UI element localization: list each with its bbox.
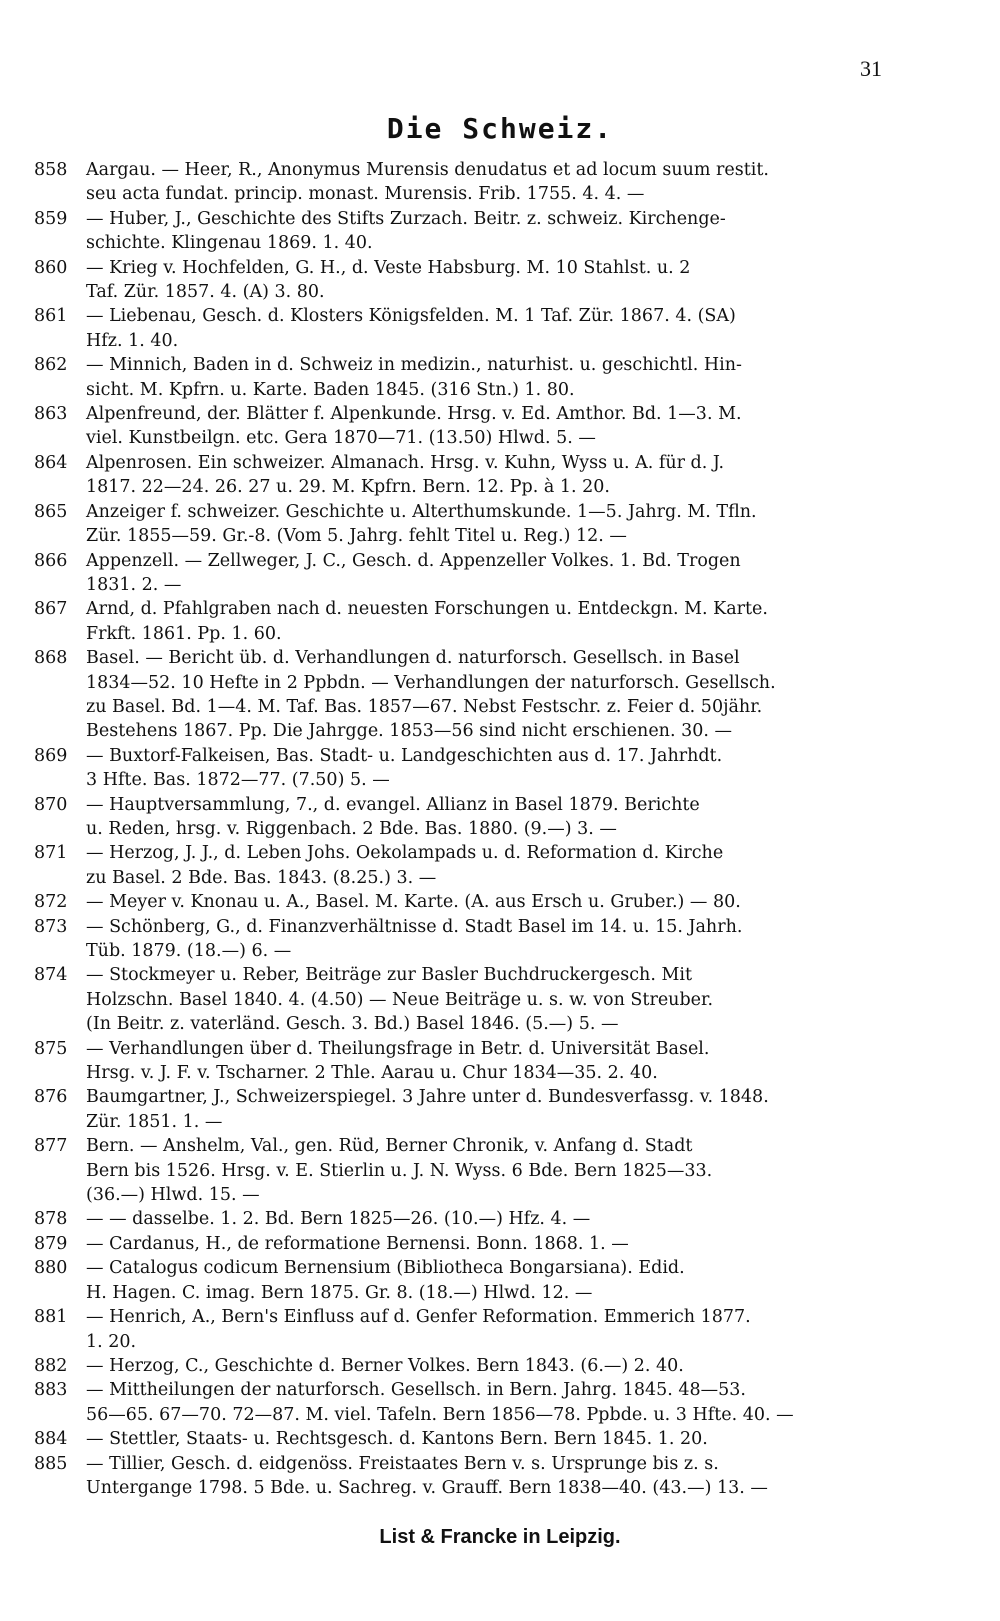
entry-line: — Tillier, Gesch. d. eidgenöss. Freistaates Bern v. s. Ursprunge bis z. s. [86,1453,719,1474]
catalogue-entry [34,402,914,451]
entry-number: 879 [34,1233,68,1254]
entry-number: 873 [34,916,68,937]
entry-line: — Huber, J., Geschichte des Stifts Zurzach. Beitr. z. schweiz. Kirchenge- [86,208,726,229]
entry-line: Aargau. — Heer, R., Anonymus Murensis denudatus et ad locum suum restit. [86,160,769,180]
entry-line: viel. Kunstbeilgn. etc. Gera 1870—71. (13.50) Hlwd. 5. — [86,428,596,449]
entry-line: schichte. Klingenau 1869. 1. 40. [86,233,373,254]
entry-number: 875 [34,1038,68,1059]
catalogue-entry [34,793,914,842]
catalogue-entry [34,1378,914,1427]
entry-line: Tüb. 1879. (18.—) 6. — [86,941,292,961]
entry-line: 1831. 2. — [86,574,182,595]
entry-line: — Henrich, A., Bern's Einfluss auf d. Genfer Reformation. Emmerich 1877. [86,1307,751,1328]
catalogue-entry [34,597,914,646]
entry-number: 867 [34,599,68,620]
entry-line: 56—65. 67—70. 72—87. M. viel. Tafeln. Bern 1856—78. Ppbde. u. 3 Hfte. 40. — [86,1404,794,1425]
entry-number: 864 [34,452,68,473]
entry-number: 872 [34,892,68,913]
entry-number: 874 [34,965,68,986]
page-title: Die Schweiz. [386,112,614,145]
entry-line: Bestehens 1867. Pp. Die Jahrgge. 1853—56 sind nicht erschienen. 30. — [86,721,732,742]
catalogue-entry [34,1256,914,1305]
catalogue-entry [34,744,914,793]
entry-number: 858 [34,160,68,180]
entry-line: — Mittheilungen der naturforsch. Gesellsch. in Bern. Jahrg. 1845. 48—53. [86,1380,746,1401]
page-number: 31 [860,56,882,81]
catalogue-entry [34,158,914,207]
entry-line: Arnd, d. Pfahlgraben nach d. neuesten Forschungen u. Entdeckgn. M. Karte. [86,599,768,620]
entry-line: Zür. 1855—59. Gr.-8. (Vom 5. Jahrg. fehlt Titel u. Reg.) 12. — [86,526,627,547]
entry-line: — Stettler, Staats- u. Rechtsgesch. d. Kantons Bern. Bern 1845. 1. 20. [86,1429,708,1450]
entry-line: zu Basel. Bd. 1—4. M. Taf. Bas. 1857—67. Nebst Festschr. z. Feier d. 50jähr. [86,696,763,717]
entry-number: 878 [34,1209,68,1230]
entry-line: — — dasselbe. 1. 2. Bd. Bern 1825—26. (10.—) Hfz. 4. — [86,1209,591,1230]
entry-line: 1817. 22—24. 26. 27 u. 29. M. Kpfrn. Bern. 12. Pp. à 1. 20. [86,477,610,498]
entry-number: 877 [34,1136,68,1157]
catalogue-entry [34,1305,914,1354]
entry-line: — Minnich, Baden in d. Schweiz in medizin., naturhist. u. geschichtl. Hin- [86,355,742,376]
entry-line: 1834—52. 10 Hefte in 2 Ppbdn. — Verhandlungen der naturforsch. Gesellsch. [86,672,776,693]
entry-line: Alpenfreund, der. Blätter f. Alpenkunde. Hrsg. v. Ed. Amthor. Bd. 1—3. M. [86,404,742,425]
entry-line: zu Basel. 2 Bde. Bas. 1843. (8.25.) 3. — [86,867,437,888]
catalogue-entry [34,1452,914,1501]
entry-line: Baumgartner, J., Schweizerspiegel. 3 Jahre unter d. Bundesverfassg. v. 1848. [86,1087,769,1108]
entry-line: (36.—) Hlwd. 15. — [86,1185,260,1206]
entry-line: — Krieg v. Hochfelden, G. H., d. Veste Habsburg. M. 10 Stahlst. u. 2 [86,257,691,278]
entry-line: — Schönberg, G., d. Finanzverhältnisse d. Stadt Basel im 14. u. 15. Jahrh. [86,916,743,937]
entry-line: Taf. Zür. 1857. 4. (A) 3. 80. [86,282,325,303]
catalogue-entry [34,256,914,305]
catalogue-entry [34,207,914,256]
entry-number: 871 [34,843,68,864]
entry-number: 868 [34,648,68,669]
entry-number: 881 [34,1307,68,1328]
catalogue-entry [34,304,914,353]
entry-line: — Hauptversammlung, 7., d. evangel. Allianz in Basel 1879. Berichte [86,794,700,815]
entry-number: 863 [34,404,68,425]
entry-line: — Buxtorf-Falkeisen, Bas. Stadt- u. Landgeschichten aus d. 17. Jahrhdt. [86,745,723,766]
entry-number: 870 [34,794,68,815]
entry-line: Appenzell. — Zellweger, J. C., Gesch. d. Appenzeller Volkes. 1. Bd. Trogen [86,550,741,571]
entry-line: u. Reden, hrsg. v. Riggenbach. 2 Bde. Bas. 1880. (9.—) 3. — [86,818,617,839]
entry-number: 882 [34,1355,68,1376]
catalogue-entry [34,1354,914,1378]
entry-number: 859 [34,208,68,229]
entry-line: Alpenrosen. Ein schweizer. Almanach. Hrsg. v. Kuhn, Wyss u. A. für d. J. [86,452,725,473]
catalogue-entry [34,1085,914,1134]
entry-number: 880 [34,1258,68,1279]
entry-line: — Cardanus, H., de reformatione Bernensi. Bonn. 1868. 1. — [86,1233,629,1254]
entry-line: Holzschn. Basel 1840. 4. (4.50) — Neue Beiträge u. s. w. von Streuber. [86,989,714,1010]
entry-number: 865 [34,501,68,522]
entry-line: Zür. 1851. 1. — [86,1111,223,1132]
catalogue-entry [34,915,914,964]
catalogue-entry [34,1427,914,1451]
publisher-footer: List & Francke in Leipzig. [379,1526,621,1548]
catalogue-entry [34,890,914,914]
entry-line: — Liebenau, Gesch. d. Klosters Königsfelden. M. 1 Taf. Zür. 1867. 4. (SA) [86,306,736,327]
catalogue-entry [34,1037,914,1086]
entry-line: seu acta fundat. princip. monast. Murensis. Frib. 1755. 4. 4. — [86,184,645,205]
catalogue-entry [34,1232,914,1256]
entry-line: Frkft. 1861. Pp. 1. 60. [86,623,282,644]
catalogue-entry [34,500,914,549]
entry-line: — Verhandlungen über d. Theilungsfrage in Betr. d. Universität Basel. [86,1038,710,1059]
entry-line: Anzeiger f. schweizer. Geschichte u. Alterthumskunde. 1—5. Jahrg. M. Tfln. [86,501,757,522]
entry-line: — Herzog, J. J., d. Leben Johs. Oekolampads u. d. Reformation d. Kirche [86,843,724,864]
entry-line: — Herzog, C., Geschichte d. Berner Volkes. Bern 1843. (6.—) 2. 40. [86,1355,684,1376]
entry-line: — Stockmeyer u. Reber, Beiträge zur Basler Buchdruckergesch. Mit [86,965,692,986]
entry-number: 885 [34,1453,68,1474]
catalogue-entry [34,353,914,402]
entry-line: 1. 20. [86,1331,137,1352]
entry-number: 869 [34,745,68,766]
entry-line: 3 Hfte. Bas. 1872—77. (7.50) 5. — [86,770,390,791]
catalogue-entry [34,1207,914,1231]
entry-number: 883 [34,1380,68,1401]
entry-line: Hrsg. v. J. F. v. Tscharner. 2 Thle. Aarau u. Chur 1834—35. 2. 40. [86,1063,658,1084]
entry-line: H. Hagen. C. imag. Bern 1875. Gr. 8. (18.—) Hlwd. 12. — [86,1282,593,1303]
entry-line: sicht. M. Kpfrn. u. Karte. Baden 1845. (316 Stn.) 1. 80. [86,379,575,400]
entry-line: Basel. — Bericht üb. d. Verhandlungen d. naturforsch. Gesellsch. in Basel [86,648,740,669]
entry-line: (In Beitr. z. vaterländ. Gesch. 3. Bd.) Basel 1846. (5.—) 5. — [86,1014,619,1035]
entry-number: 860 [34,257,68,278]
entry-number: 862 [34,355,68,376]
entry-number: 866 [34,550,68,571]
entry-number: 884 [34,1429,68,1450]
entry-number: 861 [34,306,68,327]
catalogue-entry [34,549,914,598]
entry-line: Untergange 1798. 5 Bde. u. Sachreg. v. Grauff. Bern 1838—40. (43.—) 13. — [86,1477,768,1498]
catalogue-entry [34,963,914,1036]
entry-line: Bern bis 1526. Hrsg. v. E. Stierlin u. J. N. Wyss. 6 Bde. Bern 1825—33. [86,1160,713,1181]
catalogue-entries [34,158,914,1500]
entry-number: 876 [34,1087,68,1108]
entry-line: — Meyer v. Knonau u. A., Basel. M. Karte. (A. aus Ersch u. Gruber.) — 80. [86,892,741,913]
catalogue-entry [34,646,914,744]
entry-line: — Catalogus codicum Bernensium (Bibliotheca Bongarsiana). Edid. [86,1258,685,1279]
entry-line: Hfz. 1. 40. [86,330,179,351]
catalogue-entry [34,451,914,500]
entry-line: Bern. — Anshelm, Val., gen. Rüd, Berner Chronik, v. Anfang d. Stadt [86,1136,693,1157]
catalogue-entry [34,841,914,890]
catalogue-entry [34,1134,914,1207]
